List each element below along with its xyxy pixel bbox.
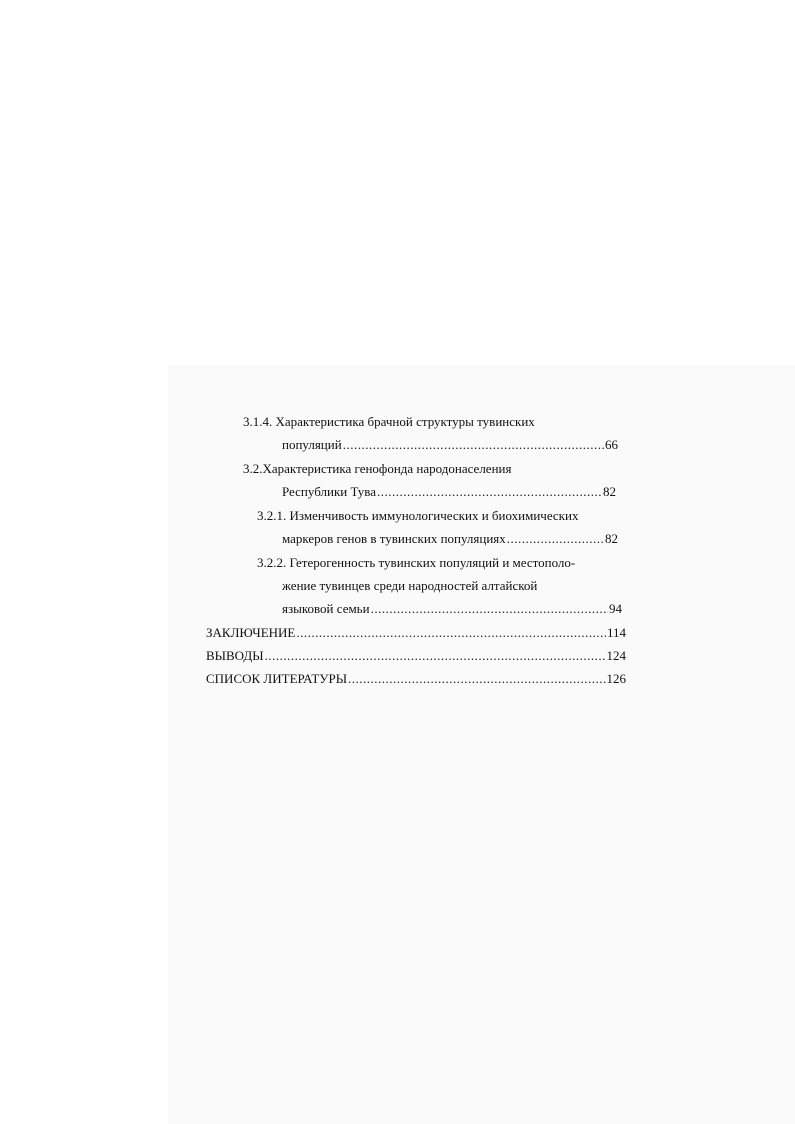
toc-page-number: 82 [603,484,616,499]
toc-page-number: 126 [606,671,626,686]
dot-leader [377,484,602,500]
toc-entry-3-2-2 [282,601,622,617]
toc-entry-label: популяций [282,437,342,452]
toc-entry-3-2 [282,484,616,500]
dot-leader [343,437,604,453]
dot-leader [265,648,606,664]
toc-page-number: 114 [606,625,626,640]
toc-entry-findings [206,648,626,664]
toc-page-number: 94 [609,601,622,616]
toc-entry-3-2-1 [282,531,618,547]
toc-entry-label: маркеров генов в тувинских популяциях [282,531,506,546]
toc-page-number: 66 [605,437,618,452]
toc-entry-3-1-4 [282,437,618,453]
toc-entry-conclusion [206,625,626,641]
toc-page-number: 82 [605,531,618,546]
dot-leader [371,601,608,617]
toc-entry-3-2-1-heading: 3.2.1. Изменчивость иммунологических и биохимических [257,508,579,523]
toc-entry-references [206,671,626,687]
toc-entry-3-2-2-continuation: жение тувинцев среди народностей алтайской [282,578,538,593]
toc-page-number: 124 [606,648,626,663]
toc-entry-label: Республики Тува [282,484,376,499]
toc-entry-3-2-heading: 3.2.Характеристика генофонда народонаселения [243,461,512,476]
toc-entry-label: языковой семьи [282,601,370,616]
dot-leader [348,671,605,687]
dot-leader [507,531,604,547]
toc-entry-3-1-4-heading: 3.1.4. Характеристика брачной структуры тувинских [243,414,535,429]
toc-entry-label: СПИСОК ЛИТЕРАТУРЫ [206,671,348,686]
toc-entry-label: ЗАКЛЮЧЕНИЕ [206,625,296,640]
toc-entry-3-2-2-heading: 3.2.2. Гетерогенность тувинских популяций и местополо- [257,555,576,570]
toc-entry-label: ВЫВОДЫ [206,648,264,663]
dot-leader [296,625,606,641]
